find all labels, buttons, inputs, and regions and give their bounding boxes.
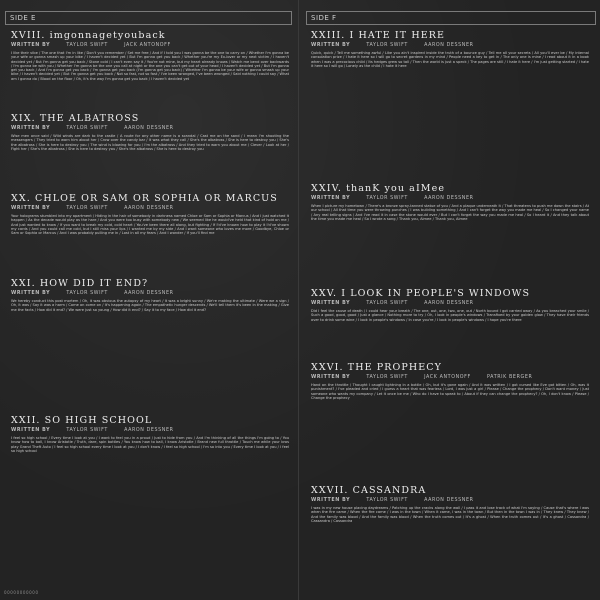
song-lyrics: When I picture my hometown / There's a bronze spray-tanned statue of you / And a plaque underneath it / That threatens to push me down the stairs / At our school / All that time you were throwing punches / I was building something / And I can't forget the way you made me heal / So I changed your name / Any real telling signs / And I've read it in case the stone would ever / But I can't forget the way you made me heal / So I heard it / And they talk about the time you made me heal / So I wrote a song / Thank you, Aimee / Thank you, Aimee — [311, 204, 589, 221]
song-title: XVIII. imgonnagetyouback — [11, 30, 166, 41]
song-title: XXVII. CASSANDRA — [311, 485, 427, 496]
song-chloe-or-sam — [11, 193, 289, 274]
song-the-prophecy — [311, 362, 589, 481]
writer-name: AARON DESSNER — [424, 196, 474, 201]
writer-name: TAYLOR SWIFT — [66, 291, 108, 296]
song-credits — [11, 42, 289, 50]
writer-name: AARON DESSNER — [424, 498, 474, 503]
song-lyrics: Did I feel the cause of death / I could hear your breath / The one, out, one, two, one, out / North bound I got carried away / As you breached your smile / Such a good, good, good / Just a glance / Nothing more to try / Oh, I look in people's windows / Transfixed by your golden glow / They have their friends over to drink some wine / I look in people's windows / In case you're / I look in people's windows / I hope you're there — [311, 309, 589, 322]
written-by-label: WRITTEN BY — [11, 43, 51, 48]
song-i-look-in-peoples-windows — [311, 288, 589, 359]
song-imgonnagetyouback — [11, 30, 289, 111]
song-credits — [311, 300, 589, 308]
song-lyrics: We hereby conduct this post mortem / Oh, it was obvious the autopsy of my heart / It was a bright sunny / We're making the ultimate / Were we a sign / Oh, it was / Say it was a harm / Come on come on / It's happening again / The empathetic hunger descends / We'll tell them it's been in the making / Give me the facts / How did it end? / We were just so young / How did it end? / Say it to my face / How did it end? — [11, 299, 289, 312]
song-the-albatross — [11, 113, 289, 192]
writer-name: AARON DESSNER — [124, 428, 174, 433]
writer-name: JACK ANTONOFF — [124, 43, 171, 48]
song-so-high-school — [11, 415, 289, 586]
song-lyrics: Quick, quick / Tell me something awful / Like you ain't inspired inside the truth of a bounce guy / Tell me all your secrets / All you'll ever be / My internal consolation prize / I hate it here so I will go to secret gardens in my mind / People need a key to get in / The only one is mine / I read about it in a book when I was a precocious child / Its hedges grew so tall / Then the world is just a speck / The pages are still / I hate it here / I'm just getting started / I hate it here so I will go / Lonely as the child / I hate it here — [311, 51, 589, 68]
song-cassandra — [311, 485, 589, 594]
song-lyrics: Hand on the throttle / Thought I caught lightning in a bottle / Oh, but it's gone again / And it was written / I got cursed like Eve got bitten / Oh, was it punishment? / I've pleaded and cried / I guess a heart that was fearless / Lord, I was just a girl / Please / Change the prophecy / Don't want money / Just someone who wants my company / Let it once be me / Who do I have to speak to / About if they can change the prophecy? / Oh, I don't know / Please / Change the prophecy — [311, 383, 589, 400]
song-credits — [11, 427, 289, 435]
writer-name: AARON DESSNER — [424, 43, 474, 48]
song-i-hate-it-here — [311, 30, 589, 181]
song-credits — [311, 374, 589, 382]
writer-name: AARON DESSNER — [424, 301, 474, 306]
written-by-label: WRITTEN BY — [311, 498, 351, 503]
writer-name: TAYLOR SWIFT — [66, 126, 108, 131]
written-by-label: WRITTEN BY — [311, 196, 351, 201]
song-credits — [11, 290, 289, 298]
written-by-label: WRITTEN BY — [311, 375, 351, 380]
song-credits — [11, 125, 289, 133]
written-by-label: WRITTEN BY — [311, 43, 351, 48]
song-title: XXI. HOW DID IT END? — [11, 278, 149, 289]
writer-name: PATRIK BERGER — [487, 375, 533, 380]
song-credits — [11, 205, 289, 213]
song-lyrics: I like their vibe / The one that I'm in like / Don't you remember / Set me free / And if I told you I was gonna be the one to carry on / Whether I'm gonna be your wife or gonna smash up your bike / I haven't decided yet / But I'm gonna get you back / Whether you're my Ex-lover or my next victim / I haven't decided yet / But I'm gonna get you back / Stone cold / I can't even say it / You're not mine, but my heart already knows / Watch me bend over backwards / I'm gonna be with you / Whether I'm gonna be the one you call at night or the one you can't get out of your head / I haven't decided yet / But I'm gonna get you back / And I'm gonna get you back / I'm gonna get you back (I'm gonna get you back) / Whether I'm gonna be your wife or gonna smash up your bike / I haven't decided yet / But I'm gonna get you back / Not so fast, not so fast / I've been wronged, I've been wronged / Said nothing I could say / What am I gonna do / Blood on the floor / Oh, it's the way I'm gonna get you back / I haven't decided yet — [11, 51, 289, 81]
side-f-column — [303, 0, 588, 600]
written-by-label: WRITTEN BY — [11, 206, 51, 211]
song-thank-you-aimee — [311, 183, 589, 284]
catalog-number: 00000000000 — [4, 590, 39, 595]
writer-name: TAYLOR SWIFT — [366, 43, 408, 48]
column-divider — [298, 0, 299, 600]
song-lyrics: Your holograms stumbled into my apartment / Hiding in the hair of somebody in darkness named Chloe or Sam or Sophia or Marcus / And I just watched it happen / As the decade would play as the hare / And you were too busy with somebody new / We seemed like he would've held that kind of hold on me / And just wanted to know / If you want to break my cold, cold heart / You've been there all along, but fighting / If I'd've known how to play it I'd've shown my cards / And you could call me cold, but I still miss your lips / I wanted me by my side / And I want someone who loves me more / Goodbye, Chloe or Sam or Sophia or Marcus / And I was probably pulling me in / Lost in all my fears / And I wonder / If you'll find me — [11, 214, 289, 236]
song-title: XXV. I LOOK IN PEOPLE'S WINDOWS — [311, 288, 531, 299]
song-lyrics: I feel so high school / Every time I look at you / I want to feel you in a proud / Just to hide from you / And I'm thinking of all the things I'm going to / You know how to ball, I know Aristotle / Truth, dare, spin bottles / You know how to ball, I know Aristotle / Brand new full throttle / Touch me while your bros play Grand Theft Auto / I feel so high school every time I look at you / I don't know / I feel so high school / I'm so into you / Every time I look at you / I feel so high school — [11, 436, 289, 453]
side-e-label: SIDE E — [5, 11, 292, 25]
song-credits — [311, 195, 589, 203]
song-title: XXIII. I HATE IT HERE — [311, 30, 446, 41]
song-title: XX. CHLOE OR SAM OR SOPHIA OR MARCUS — [11, 193, 278, 204]
writer-name: TAYLOR SWIFT — [366, 196, 408, 201]
writer-name: TAYLOR SWIFT — [66, 206, 108, 211]
song-lyrics: I was in my new house placing daydreams / Patching up the cracks along the wall / I pass it and lose track of what I'm saying / Cause that's where I was when the fire came / When the fire came / I was in the town / When it came, I was in the town / But then in the town I was in / They knew / They knew / And the family was blood / And the family was blood / When the truth comes out / It's a ghost / When the truth comes out / It's a ghost / Cassandra / Cassandra / Cassandra — [311, 506, 589, 523]
writer-name: JACK ANTONOFF — [424, 375, 471, 380]
song-title: XXVI. THE PROPHECY — [311, 362, 443, 373]
song-how-did-it-end — [11, 278, 289, 355]
writer-name: AARON DESSNER — [124, 206, 174, 211]
writer-name: TAYLOR SWIFT — [366, 301, 408, 306]
written-by-label: WRITTEN BY — [311, 301, 351, 306]
side-f-label: SIDE F — [306, 11, 596, 25]
writer-name: TAYLOR SWIFT — [366, 498, 408, 503]
writer-name: AARON DESSNER — [124, 291, 174, 296]
written-by-label: WRITTEN BY — [11, 428, 51, 433]
song-credits — [311, 497, 589, 505]
song-credits — [311, 42, 589, 50]
writer-name: TAYLOR SWIFT — [66, 43, 108, 48]
writer-name: TAYLOR SWIFT — [66, 428, 108, 433]
written-by-label: WRITTEN BY — [11, 291, 51, 296]
song-title: XXII. SO HIGH SCHOOL — [11, 415, 153, 426]
writer-name: TAYLOR SWIFT — [366, 375, 408, 380]
song-title: XIX. THE ALBATROSS — [11, 113, 140, 124]
writer-name: AARON DESSNER — [124, 126, 174, 131]
side-e-column — [3, 0, 288, 600]
song-lyrics: Wise men once said / Wild winds are dark to the castle / A route for any other name is a scandal / Cast me on the sand / I mean I'm shooting the messengers / They tried to warn him about her / Crow over the candy bar / It was what they call / She's the albatross / She is here to destroy you / She's the albatross / She is here to destroy you / The wind is blowing for you / I'm the albatross / And they tried to warn you about me / Clever / Look at her / Fight her / She's the albatross / She is here to destroy you / She's the albatross / She is here to destroy you — [11, 134, 289, 151]
written-by-label: WRITTEN BY — [11, 126, 51, 131]
song-title: XXIV. thanK you aIMee — [311, 183, 446, 194]
